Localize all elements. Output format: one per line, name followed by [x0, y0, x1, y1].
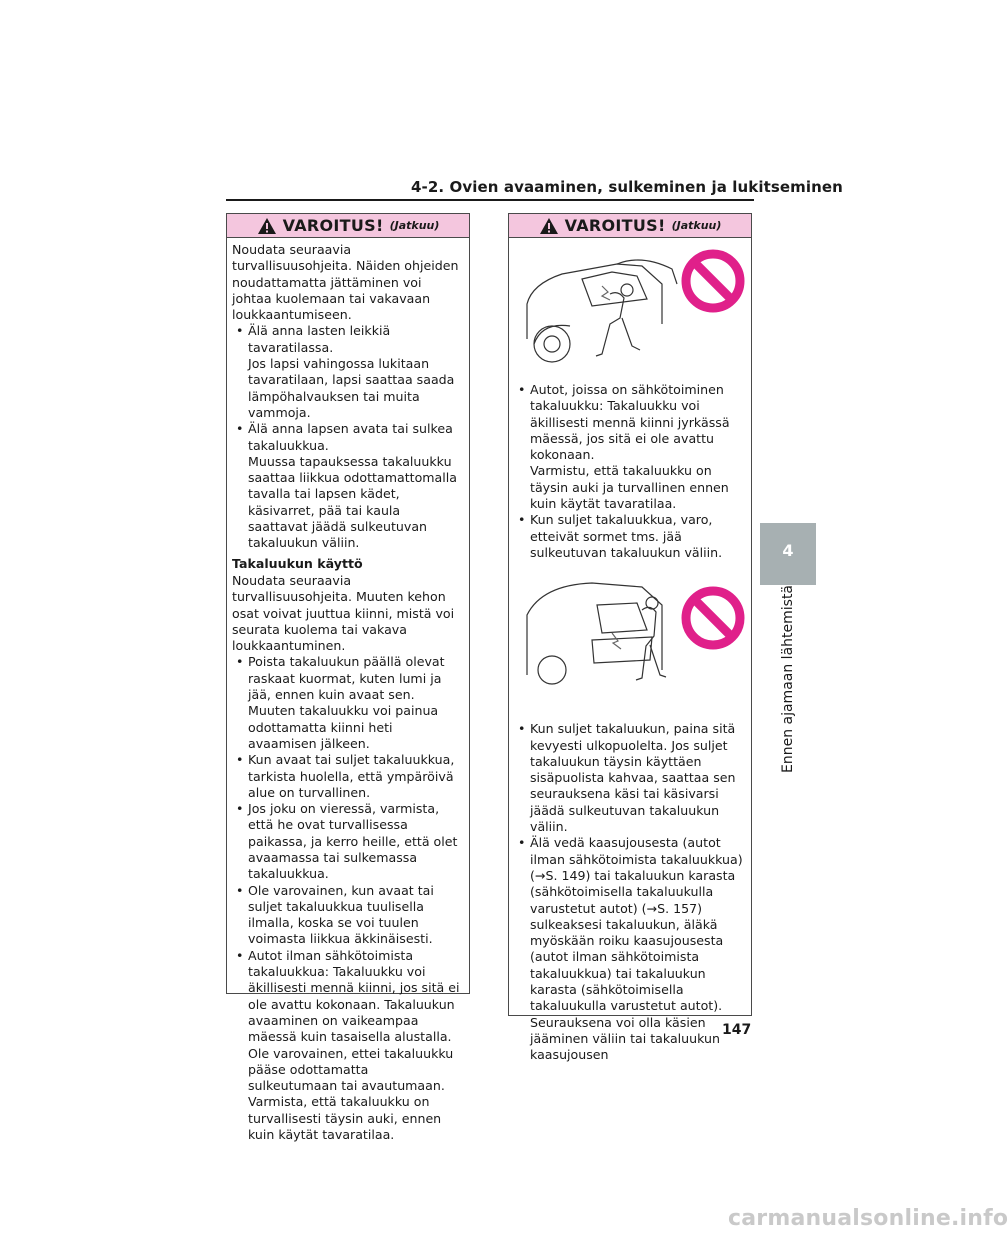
list-item: • Älä anna lapsen avata tai sulkea takaluukkua.: [232, 421, 461, 454]
list-item: • Autot ilman sähkötoimista takaluukkua: Takaluukku voi äkillisesti mennä kiinni, jos sitä ei ole avattu kokonaan. Takaluukun avaaminen on vaikeampaa mäessä kuin tasaisella alustalla. Ole varovainen, ettei takaluukku pääse odottamatta sulkeutumaan tai avautumaan. Varmista, että takaluukku on turvallisesti täysin auki, ennen kuin käytät tavaratilaa.: [232, 948, 461, 1144]
list-item: • Poista takaluukun päällä olevat raskaat kuormat, kuten lumi ja jää, ennen kuin avaat sen. Muuten takaluukku voi painua odottamatta kiinni heti avaamisen jälkeen.: [232, 654, 461, 752]
section-heading: Takaluukun käyttö: [232, 555, 363, 571]
prohibition-icon: [680, 585, 746, 651]
chapter-number: 4: [782, 541, 794, 560]
warning-content: [227, 238, 469, 1143]
page-number: 147: [722, 1022, 752, 1038]
list-item: • Kun suljet takaluukkua, varo, etteivät sormet tms. jää sulkeutuvan takaluukun väliin.: [514, 512, 743, 561]
list-item: • Ole varovainen, kun avaat tai suljet takaluukkua tuulisella ilmalla, koska se voi tuulen voimasta liikkua äkkinäisesti.: [232, 883, 461, 948]
list-item: • Älä anna lasten leikkiä tavaratilassa.: [232, 323, 461, 356]
list-item: • Autot, joissa on sähkötoiminen takaluukku: Takaluukku voi äkillisesti mennä kiinni jyrkässä mäessä, jos sitä ei ole avattu kokonaan.: [514, 382, 743, 463]
car-tailgate-illustration: [522, 244, 682, 369]
warning-triangle-icon: [257, 217, 277, 235]
car-closing-illustration: [522, 575, 682, 695]
section-header: 4-2. Ovien avaaminen, sulkeminen ja lukitseminen: [411, 178, 843, 196]
warning-triangle-icon: [539, 217, 559, 235]
illustration-tailgate-fingers: [514, 575, 743, 713]
warning-content: [509, 238, 751, 1064]
watermark: carmanualsonline.info: [728, 1206, 1008, 1231]
list-item-detail: Muussa tapauksessa takaluukku saattaa liikkua odottamattomalla tavalla tai lapsen kädet, käsivarret, pää tai kaula saattavat jäädä sulkeutuvan takaluukun väliin.: [248, 453, 457, 551]
warning-title: VAROITUS!: [564, 216, 666, 235]
list-item-detail: Varmistu, että takaluukku on täysin auki ja turvallinen ennen kuin käytät tavaratilaa.: [530, 463, 729, 512]
warning-box-left: [226, 213, 470, 1143]
warning-header: [509, 214, 751, 238]
list-item: • Kun suljet takaluukun, paina sitä kevyesti ulkopuolelta. Jos suljet takaluukun täysin käyttäen sisäpuolista kahvaa, saattaa sen seurauksena käsi tai käsivarsi jäädä sulkeutuvan takaluukun väliin.: [514, 721, 743, 835]
list-item-detail: Seurauksena voi olla käsien jääminen väliin tai takaluukun kaasujousen: [530, 1014, 721, 1063]
warning-subtitle: (Jatkuu): [389, 219, 440, 232]
warning-subtitle: (Jatkuu): [671, 219, 722, 232]
section-intro: Noudata seuraavia turvallisuusohjeita. Muuten kehon osat voivat juuttua kiinni, mistä voi seurata kuolema tai vakava loukkaantuminen.: [232, 572, 455, 654]
warning-title: VAROITUS!: [282, 216, 384, 235]
list-item: • Älä vedä kaasujousesta (autot ilman sähkötoimista takaluukkua)(→S. 149) tai takaluukun karasta (sähkötoimisella takaluukulla varustetut autot) (→S. 157) sulkeaksesi takaluukun, äläkä myöskään roiku kaasujousesta (autot ilman sähkötoimista takaluukkua) tai takaluukun karasta (sähkötoimisella takaluukulla varustetut autot).: [514, 835, 743, 1014]
list-item: • Jos joku on vieressä, varmista, että he ovat turvallisessa paikassa, ja kerro heille, että olet avaamassa tai sulkemassa takaluukkua.: [232, 801, 461, 882]
list-item-detail: Jos lapsi vahingossa lukitaan tavaratilaan, lapsi saattaa saada lämpöhalvauksen tai muita vammoja.: [248, 356, 455, 420]
warning-header: [227, 214, 469, 238]
intro-text: Noudata seuraavia turvallisuusohjeita. Näiden ohjeiden noudattamatta jättäminen voi johtaa kuolemaan tai vakavaan loukkaantumiseen.: [232, 242, 459, 323]
prohibition-icon: [680, 248, 746, 314]
chapter-label: Ennen ajamaan lähtemistä: [780, 584, 796, 774]
illustration-tailgate-slope: [514, 244, 743, 374]
list-item: • Kun avaat tai suljet takaluukkua, tarkista huolella, että ympäröivä alue on turvallinen.: [232, 752, 461, 801]
header-rule: [226, 199, 754, 201]
